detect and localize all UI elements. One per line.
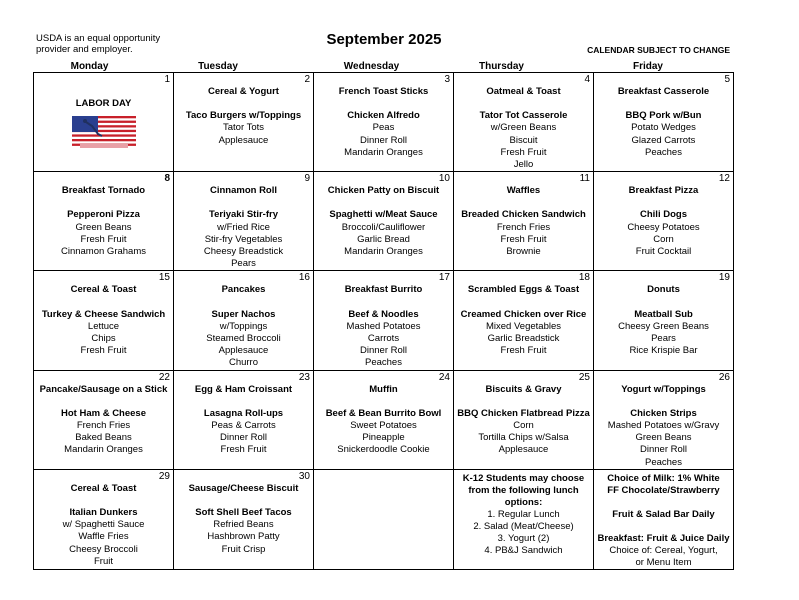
milk-info-line: Fruit & Salad Bar Daily xyxy=(612,508,715,520)
side-item: French Fries xyxy=(496,221,551,233)
lunch-entree: Beef & Bean Burrito Bowl xyxy=(325,407,442,419)
breakfast-item: Scrambled Eggs & Toast xyxy=(467,284,580,296)
side-item: Carrots xyxy=(367,333,400,345)
side-item: Fresh Fruit xyxy=(500,146,547,158)
side-item: w/Toppings xyxy=(219,320,268,332)
menu-content xyxy=(454,371,593,457)
calendar-week-row xyxy=(34,73,734,172)
side-item: Mashed Potatoes xyxy=(346,320,421,332)
breakfast-item: Yogurt w/Toppings xyxy=(621,383,706,395)
menu-content xyxy=(174,371,313,457)
menu-content xyxy=(314,73,453,159)
side-item: Mandarin Oranges xyxy=(64,444,143,456)
day-number: 8 xyxy=(164,173,170,185)
spacer xyxy=(594,297,733,309)
day-number: 1 xyxy=(164,74,170,85)
disclaimer-line-1: USDA is an equal opportunity xyxy=(36,33,161,44)
spacer xyxy=(314,98,453,110)
spacer xyxy=(314,297,453,309)
day-number: 3 xyxy=(444,74,450,85)
spacer xyxy=(594,197,733,209)
side-item: Pineapple xyxy=(362,432,405,444)
side-item: Dinner Roll xyxy=(360,134,407,146)
side-item: Corn xyxy=(513,420,534,432)
day-number: 11 xyxy=(579,173,590,185)
breakfast-item: Sausage/Cheese Biscuit xyxy=(188,482,299,494)
side-item: Peas & Carrots xyxy=(211,420,276,432)
spacer xyxy=(174,297,313,309)
side-item: Hashbrown Patty xyxy=(207,531,280,543)
side-item: Potato Wedges xyxy=(631,122,696,134)
day-number: 9 xyxy=(304,173,310,185)
spacer xyxy=(454,98,593,110)
day-number: 18 xyxy=(578,272,590,284)
side-item: w/Green Beans xyxy=(490,122,557,134)
day-number: 4 xyxy=(584,74,590,85)
day-number: 5 xyxy=(724,74,730,85)
day-cell xyxy=(594,271,734,370)
breakfast-item: Pancakes xyxy=(221,284,266,296)
menu-content xyxy=(34,470,173,568)
side-item: Tator Tots xyxy=(222,122,264,134)
side-item: Jello xyxy=(513,159,534,171)
menu-content xyxy=(594,172,733,258)
day-cell xyxy=(34,271,174,370)
menu-content xyxy=(34,371,173,457)
day-cell xyxy=(454,370,594,469)
side-item: Fresh Fruit xyxy=(500,345,547,357)
lunch-entree: Super Nachos xyxy=(211,308,276,320)
breakfast-item: Breakfast Tornado xyxy=(61,185,146,197)
lunch-entree: Hot Ham & Cheese xyxy=(61,407,146,419)
side-item: Garlic Bread xyxy=(357,233,410,245)
side-item: Refried Beans xyxy=(213,519,274,531)
lunch-entree: Chili Dogs xyxy=(640,209,687,221)
side-item: Chips xyxy=(91,333,116,345)
day-header-thursday: Thursday xyxy=(478,61,524,72)
breakfast-item: Breakfast Burrito xyxy=(344,284,423,296)
milk-and-breakfast-info xyxy=(594,469,734,569)
menu-content xyxy=(314,470,453,483)
spacer xyxy=(454,297,593,309)
side-item: Biscuit xyxy=(509,134,538,146)
menu-content xyxy=(314,172,453,258)
spacer xyxy=(454,197,593,209)
lunch-entree: Soft Shell Beef Tacos xyxy=(195,507,292,519)
side-item: Lettuce xyxy=(87,320,120,332)
side-item: Applesauce xyxy=(218,345,269,357)
side-item: w/ Spaghetti Sauce xyxy=(62,519,145,531)
day-header-tuesday: Tuesday xyxy=(198,61,238,72)
menu-content xyxy=(34,73,173,150)
side-item: Green Beans xyxy=(635,432,692,444)
day-number: 24 xyxy=(438,371,450,383)
breakfast-item: Chicken Patty on Biscuit xyxy=(327,185,440,197)
day-cell xyxy=(34,469,174,569)
spacer xyxy=(314,396,453,408)
day-number: 29 xyxy=(158,470,170,482)
side-item: Stir-fry Vegetables xyxy=(204,233,283,245)
lunch-options-text xyxy=(454,470,593,557)
side-item: Dinner Roll xyxy=(640,444,687,456)
breakfast-item: Cereal & Toast xyxy=(70,482,137,494)
side-item: French Fries xyxy=(76,420,131,432)
calendar-week-row xyxy=(34,271,734,370)
holiday-label: LABOR DAY xyxy=(75,98,132,109)
side-item: Baked Beans xyxy=(75,432,132,444)
side-item: Fresh Fruit xyxy=(500,233,547,245)
spacer xyxy=(174,495,313,507)
side-item: Green Beans xyxy=(75,221,132,233)
day-cell xyxy=(314,73,454,172)
empty-day-cell xyxy=(314,469,454,569)
day-cell xyxy=(594,172,734,271)
spacer xyxy=(594,521,733,533)
menu-content xyxy=(454,73,593,171)
side-item: Cheesy Broccoli xyxy=(69,543,138,555)
lunch-entree: Taco Burgers w/Toppings xyxy=(185,110,302,122)
menu-content xyxy=(34,172,173,258)
side-item: Snickerdoodle Cookie xyxy=(337,444,430,456)
breakfast-item: Cinnamon Roll xyxy=(209,185,278,197)
lunch-entree: Creamed Chicken over Rice xyxy=(460,308,587,320)
day-header-monday: Monday xyxy=(70,61,109,72)
side-item: Steamed Broccoli xyxy=(206,333,281,345)
day-number: 15 xyxy=(158,272,170,284)
day-header-friday: Friday xyxy=(632,61,663,72)
side-item: Mandarin Oranges xyxy=(344,246,423,258)
lunch-options-intro: options: xyxy=(504,496,543,508)
subject-to-change-note: CALENDAR SUBJECT TO CHANGE xyxy=(587,45,730,55)
lunch-entree: Breaded Chicken Sandwich xyxy=(461,209,586,221)
lunch-entree: Italian Dunkers xyxy=(69,507,138,519)
side-item: Cheesy Potatoes xyxy=(627,221,700,233)
day-cell xyxy=(34,73,174,172)
side-item: Peaches xyxy=(645,456,682,468)
side-item: Fresh Fruit xyxy=(220,444,267,456)
milk-info-text xyxy=(594,470,733,569)
side-item: Fruit Crisp xyxy=(221,543,266,555)
milk-info-line: or Menu Item xyxy=(635,556,692,568)
day-cell xyxy=(174,370,314,469)
spacer xyxy=(34,197,173,209)
day-cell xyxy=(34,172,174,271)
milk-info-line: Choice of: Cereal, Yogurt, xyxy=(609,544,718,556)
side-item: Broccoli/Cauliflower xyxy=(341,221,426,233)
labor-day-flag-icon xyxy=(72,116,136,150)
breakfast-item: Oatmeal & Toast xyxy=(486,86,561,97)
day-number: 16 xyxy=(298,272,310,284)
breakfast-item: Biscuits & Gravy xyxy=(485,383,562,395)
spacer xyxy=(174,396,313,408)
milk-info-line: FF Chocolate/Strawberry xyxy=(607,484,720,496)
day-number: 12 xyxy=(718,173,730,185)
milk-info-line: Choice of Milk: 1% White xyxy=(607,472,720,484)
day-number: 17 xyxy=(438,272,450,284)
spacer xyxy=(454,396,593,408)
lunch-entree: Pepperoni Pizza xyxy=(67,209,140,221)
side-item: Applesauce xyxy=(218,134,269,146)
breakfast-item: Muffin xyxy=(369,383,398,395)
breakfast-item: Cereal & Toast xyxy=(70,284,137,296)
day-number: 25 xyxy=(578,371,590,383)
breakfast-item: Egg & Ham Croissant xyxy=(194,383,293,395)
calendar-week-row xyxy=(34,370,734,469)
day-cell xyxy=(174,469,314,569)
side-item: Peaches xyxy=(365,357,402,369)
lunch-entree: Tator Tot Casserole xyxy=(479,110,568,122)
breakfast-item: Cereal & Yogurt xyxy=(208,86,279,97)
side-item: Applesauce xyxy=(498,444,549,456)
lunch-entree: Beef & Noodles xyxy=(348,308,419,320)
lunch-entree: Lasagna Roll-ups xyxy=(203,407,284,419)
side-item: Peaches xyxy=(645,146,682,158)
lunch-entree: BBQ Pork w/Bun xyxy=(625,110,702,122)
spacer xyxy=(34,86,173,98)
lunch-entree: Chicken Strips xyxy=(630,407,697,419)
calendar-week-row xyxy=(34,172,734,271)
side-item: Glazed Carrots xyxy=(631,134,696,146)
menu-content xyxy=(174,172,313,270)
breakfast-item: Breakfast Pizza xyxy=(628,185,699,197)
day-number: 19 xyxy=(718,272,730,284)
side-item: Peas xyxy=(372,122,395,134)
side-item: w/Fried Rice xyxy=(217,221,270,233)
day-cell xyxy=(594,73,734,172)
menu-content xyxy=(174,470,313,556)
side-item: Cheesy Breadstick xyxy=(203,246,284,258)
day-cell xyxy=(174,73,314,172)
side-item: Brownie xyxy=(506,246,541,258)
lunch-options-info xyxy=(454,469,594,569)
side-item: Waffle Fries xyxy=(78,531,129,543)
disclaimer-line-2: provider and employer. xyxy=(36,43,133,55)
day-number: 22 xyxy=(158,371,170,383)
spacer xyxy=(174,197,313,209)
menu-content xyxy=(454,271,593,357)
spacer xyxy=(34,396,173,408)
lunch-options-intro: from the following lunch xyxy=(468,484,579,496)
side-item: Mandarin Oranges xyxy=(344,146,423,158)
side-item: Sweet Potatoes xyxy=(350,420,417,432)
day-cell xyxy=(34,370,174,469)
menu-content xyxy=(314,271,453,369)
side-item: Cinnamon Grahams xyxy=(60,246,146,258)
spacer xyxy=(314,197,453,209)
day-number: 2 xyxy=(304,74,310,85)
day-number: 26 xyxy=(718,371,730,383)
lunch-entree: Turkey & Cheese Sandwich xyxy=(41,308,166,320)
day-cell xyxy=(174,172,314,271)
side-item: Fruit Cocktail xyxy=(635,246,692,258)
menu-content xyxy=(314,371,453,457)
side-item: Rice Krispie Bar xyxy=(629,345,698,357)
lunch-option-item: 3. Yogurt (2) xyxy=(497,532,550,544)
lunch-options-intro: K-12 Students may choose xyxy=(462,472,585,484)
breakfast-item: Donuts xyxy=(647,284,680,296)
breakfast-item: French Toast Sticks xyxy=(338,86,429,97)
lunch-entree: Spaghetti w/Meat Sauce xyxy=(329,209,438,221)
menu-content xyxy=(34,271,173,357)
side-item: Tortilla Chips w/Salsa xyxy=(478,432,569,444)
calendar-grid xyxy=(33,72,734,570)
side-item: Garlic Breadstick xyxy=(487,333,560,345)
calendar-week-row xyxy=(34,469,734,569)
side-item: Corn xyxy=(653,233,674,245)
lunch-entree: Meatball Sub xyxy=(634,308,693,320)
side-item: Churro xyxy=(228,357,259,369)
side-item: Dinner Roll xyxy=(360,345,407,357)
day-cell xyxy=(454,271,594,370)
day-cell xyxy=(594,370,734,469)
side-item: Cheesy Green Beans xyxy=(618,320,709,332)
side-item: Fresh Fruit xyxy=(80,233,127,245)
milk-info-line: Breakfast: Fruit & Juice Daily xyxy=(597,532,730,544)
side-item: Fruit xyxy=(94,555,113,567)
day-cell xyxy=(174,271,314,370)
day-number: 30 xyxy=(298,470,310,482)
day-cell xyxy=(454,172,594,271)
menu-content xyxy=(594,371,733,469)
lunch-entree: BBQ Chicken Flatbread Pizza xyxy=(457,407,590,419)
side-item: Mashed Potatoes w/Gravy xyxy=(607,420,720,432)
lunch-entree: Teriyaki Stir-fry xyxy=(209,209,278,221)
menu-content xyxy=(174,73,313,147)
lunch-entree: Chicken Alfredo xyxy=(347,110,420,122)
side-item: Mixed Vegetables xyxy=(486,320,561,332)
page-title: September 2025 xyxy=(326,31,442,48)
lunch-option-item: 4. PB&J Sandwich xyxy=(484,544,563,556)
day-header-wednesday: Wednesday xyxy=(343,61,400,72)
spacer xyxy=(594,396,733,408)
menu-content xyxy=(454,172,593,258)
day-cell xyxy=(454,73,594,172)
lunch-option-item: 1. Regular Lunch xyxy=(487,508,560,520)
side-item: Pears xyxy=(231,258,256,270)
side-item: Dinner Roll xyxy=(220,432,267,444)
menu-content xyxy=(594,271,733,357)
day-cell xyxy=(314,370,454,469)
spacer xyxy=(594,497,733,509)
menu-content xyxy=(594,73,733,159)
spacer xyxy=(34,495,173,507)
side-item: Fresh Fruit xyxy=(80,345,127,357)
day-number: 23 xyxy=(298,371,310,383)
breakfast-item: Waffles xyxy=(506,185,541,197)
breakfast-item: Pancake/Sausage on a Stick xyxy=(39,383,168,395)
day-cell xyxy=(314,172,454,271)
breakfast-item: Breakfast Casserole xyxy=(617,86,710,97)
day-cell xyxy=(314,271,454,370)
menu-content xyxy=(174,271,313,369)
lunch-option-item: 2. Salad (Meat/Cheese) xyxy=(473,520,574,532)
spacer xyxy=(594,98,733,110)
spacer xyxy=(34,297,173,309)
side-item: Pears xyxy=(651,333,676,345)
day-number: 10 xyxy=(438,173,450,185)
spacer xyxy=(174,98,313,110)
